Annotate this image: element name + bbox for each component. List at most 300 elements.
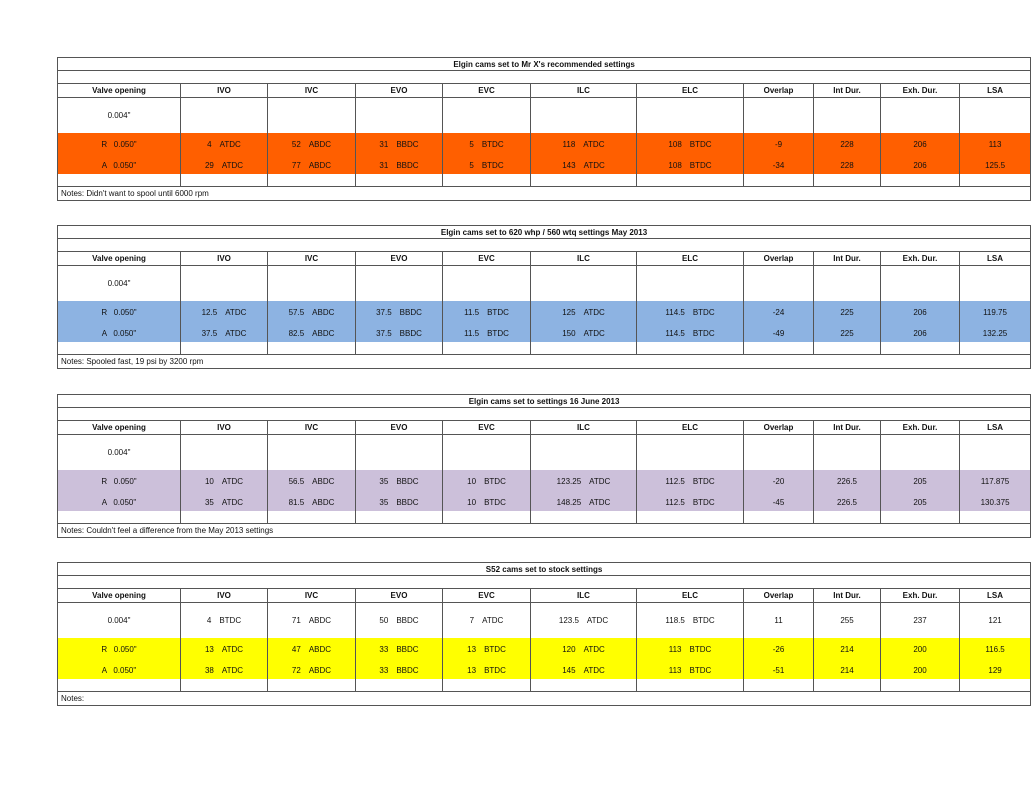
ilc-degrees: 150 [562,328,576,338]
ilc-reference: ATDC [583,140,605,149]
valve-opening-label: A 0.050" [58,324,181,342]
ivo-cell [181,301,268,324]
column-header: ELC [637,252,744,266]
column-header: EVC [443,589,531,603]
ivo-reference: ATDC [221,477,244,486]
lsa-cell: 132.25 [960,324,1031,342]
evo-reference: BBDC [399,328,422,338]
table-title: Elgin cams set to Mr X's recommended settings [58,58,1031,71]
ivc-cell [268,301,356,324]
exh-dur-cell [881,435,960,471]
ivo-degrees: 4 [207,140,212,149]
column-header: Valve opening [58,84,181,98]
exh-dur-cell: 205 [881,470,960,493]
int-dur-cell [814,266,881,302]
empty-cell [58,679,181,692]
column-header: Overlap [744,589,814,603]
evo-cell [356,470,443,493]
evo-reference: BBDC [396,665,419,675]
ivc-degrees: 82.5 [288,328,305,338]
ivc-reference: ABDC [308,140,332,149]
exh-dur-cell: 205 [881,493,960,511]
valve-opening-label: A 0.050" [58,493,181,511]
elc-degrees: 113 [668,665,682,675]
evo-cell [356,133,443,156]
lsa-cell: 116.5 [960,638,1031,661]
ilc-cell [531,156,637,174]
column-header-row [58,252,1031,266]
table-row [58,324,1031,342]
table-notes: Notes: [58,692,1031,706]
elc-degrees: 114.5 [665,308,685,317]
int-dur-cell: 225 [814,324,881,342]
ivc-cell [268,470,356,493]
lsa-cell: 125.5 [960,156,1031,174]
evo-reference: BBDC [396,140,419,149]
ivo-degrees: 29 [204,160,214,170]
column-header-row [58,421,1031,435]
ivc-cell [268,603,356,639]
column-header: Valve opening [58,421,181,435]
elc-degrees: 112.5 [665,477,685,486]
elc-cell [637,470,744,493]
evo-cell [356,266,443,302]
overlap-cell [744,435,814,471]
elc-reference: BTDC [689,665,712,675]
column-header: Overlap [744,84,814,98]
column-header: IVC [268,84,356,98]
ivc-degrees: 77 [291,160,301,170]
column-header: Exh. Dur. [881,589,960,603]
evo-degrees: 35 [379,497,389,507]
valve-opening-label: 0.004" [58,435,181,471]
ivo-reference: ATDC [221,160,244,170]
elc-cell [637,133,744,156]
column-header: Int Dur. [814,252,881,266]
evc-degrees: 13 [467,665,477,675]
table-row [58,301,1031,324]
column-header: IVO [181,252,268,266]
lsa-cell: 121 [960,603,1031,639]
evo-cell [356,661,443,679]
column-header: EVO [356,252,443,266]
ivo-degrees: 37.5 [201,328,218,338]
evc-degrees: 10 [467,477,477,486]
column-header: Valve opening [58,589,181,603]
overlap-cell: -51 [744,661,814,679]
ilc-cell [531,638,637,661]
column-header: LSA [960,589,1031,603]
valve-opening-label: R 0.050" [58,638,181,661]
table-row [58,435,1031,471]
ilc-reference: ATDC [583,160,605,170]
lsa-cell: 113 [960,133,1031,156]
elc-reference: BTDC [689,160,712,170]
evc-cell [443,638,531,661]
ivo-reference: ATDC [225,308,247,317]
elc-reference: BTDC [689,645,712,654]
elc-cell [637,156,744,174]
evc-cell [443,301,531,324]
table-notes: Notes: Didn't want to spool until 6000 rpm [58,187,1031,201]
spacer-row [58,408,1031,421]
evc-degrees: 5 [469,140,474,149]
column-header: EVC [443,84,531,98]
ivo-cell [181,266,268,302]
column-header: Int Dur. [814,589,881,603]
evo-degrees: 50 [379,616,389,625]
evo-degrees: 37.5 [376,328,392,338]
column-header: IVO [181,84,268,98]
int-dur-cell: 214 [814,638,881,661]
ilc-cell [531,324,637,342]
ivc-cell [268,661,356,679]
ilc-reference: ATDC [586,616,609,625]
overlap-cell: -9 [744,133,814,156]
ivo-degrees: 12.5 [201,308,218,317]
int-dur-cell [814,98,881,134]
overlap-cell: -26 [744,638,814,661]
evc-degrees: 7 [469,616,475,625]
lsa-cell [960,435,1031,471]
spacer-row [58,576,1031,589]
column-header: Exh. Dur. [881,421,960,435]
column-header: ILC [531,84,637,98]
int-dur-cell: 228 [814,133,881,156]
ivc-cell [268,638,356,661]
ilc-degrees: 120 [562,645,576,654]
column-header-row [58,84,1031,98]
exh-dur-cell: 237 [881,603,960,639]
ivc-cell [268,266,356,302]
evo-cell [356,435,443,471]
evo-cell [356,98,443,134]
int-dur-cell: 214 [814,661,881,679]
exh-dur-cell: 206 [881,156,960,174]
ivo-cell [181,324,268,342]
ivc-degrees: 71 [291,616,301,625]
evc-degrees: 13 [467,645,477,654]
cam-settings-table-4 [57,562,1031,706]
valve-opening-label: 0.004" [58,603,181,639]
evo-degrees: 31 [379,140,389,149]
ivc-reference: ABDC [312,308,335,317]
column-header: EVC [443,421,531,435]
evo-reference: BBDC [396,645,419,654]
column-header: Int Dur. [814,421,881,435]
ivc-reference: ABDC [308,645,332,654]
ivc-cell [268,133,356,156]
ilc-degrees: 125 [562,308,576,317]
column-header: EVO [356,589,443,603]
ilc-reference: ATDC [589,497,611,507]
ivc-reference: ABDC [308,160,332,170]
elc-degrees: 118.5 [665,616,685,625]
evc-cell [443,133,531,156]
table-title: Elgin cams set to 620 whp / 560 wtq settings May 2013 [58,226,1031,239]
ilc-cell [531,133,637,156]
empty-cell [58,174,181,187]
int-dur-cell: 226.5 [814,470,881,493]
ivo-reference: ATDC [221,497,244,507]
elc-reference: BTDC [689,140,712,149]
ilc-cell [531,435,637,471]
elc-reference: BTDC [692,308,715,317]
ivo-reference: ATDC [221,645,244,654]
ivo-degrees: 4 [206,616,212,625]
table-row [58,493,1031,511]
elc-cell [637,661,744,679]
ilc-cell [531,98,637,134]
elc-cell [637,301,744,324]
ivc-degrees: 56.5 [288,477,305,486]
column-header: IVO [181,421,268,435]
evc-cell [443,493,531,511]
evc-reference: ATDC [482,616,504,625]
ilc-degrees: 118 [562,140,576,149]
exh-dur-cell [881,266,960,302]
ivc-degrees: 57.5 [288,308,305,317]
column-header: ELC [637,421,744,435]
elc-cell [637,435,744,471]
evc-cell [443,156,531,174]
ivo-cell [181,603,268,639]
evo-degrees: 33 [379,665,389,675]
column-header: Exh. Dur. [881,252,960,266]
ivc-cell [268,324,356,342]
ivc-reference: ABDC [308,665,332,675]
overlap-cell: -20 [744,470,814,493]
ilc-reference: ATDC [583,645,605,654]
ivo-cell [181,661,268,679]
ivc-cell [268,156,356,174]
table-row [58,266,1031,302]
exh-dur-cell: 206 [881,133,960,156]
lsa-cell: 130.375 [960,493,1031,511]
valve-opening-label: R 0.050" [58,301,181,324]
elc-degrees: 112.5 [665,497,685,507]
overlap-cell: -45 [744,493,814,511]
empty-cell [58,342,181,355]
table-row [58,156,1031,174]
table-title: Elgin cams set to settings 16 June 2013 [58,395,1031,408]
spacer-row [58,71,1031,84]
valve-opening-label: R 0.050" [58,470,181,493]
evo-reference: BBDC [396,477,419,486]
elc-reference: BTDC [692,497,715,507]
evc-cell [443,661,531,679]
ivo-reference: ATDC [221,665,244,675]
evc-degrees: 11.5 [464,328,480,338]
exh-dur-cell: 200 [881,661,960,679]
exh-dur-cell: 206 [881,301,960,324]
evo-cell [356,301,443,324]
elc-cell [637,324,744,342]
valve-opening-label: 0.004" [58,98,181,134]
ilc-cell [531,266,637,302]
lsa-cell: 117.875 [960,470,1031,493]
evo-cell [356,603,443,639]
overlap-cell: -24 [744,301,814,324]
evo-degrees: 35 [379,477,389,486]
evc-degrees: 10 [467,497,477,507]
table-title: S52 cams set to stock settings [58,563,1031,576]
ivc-reference: ABDC [312,497,335,507]
evo-degrees: 37.5 [376,308,392,317]
valve-opening-label: A 0.050" [58,661,181,679]
evc-degrees: 5 [469,160,474,170]
ivc-degrees: 81.5 [288,497,305,507]
evc-reference: BTDC [481,160,504,170]
table-row [58,470,1031,493]
ilc-cell [531,603,637,639]
column-header: ELC [637,84,744,98]
column-header-row [58,589,1031,603]
lsa-cell: 129 [960,661,1031,679]
elc-degrees: 108 [668,140,682,149]
column-header: Exh. Dur. [881,84,960,98]
column-header: EVO [356,84,443,98]
ivo-degrees: 13 [204,645,214,654]
evc-reference: BTDC [484,497,506,507]
column-header: ILC [531,589,637,603]
ivc-reference: ABDC [308,616,332,625]
column-header: LSA [960,84,1031,98]
int-dur-cell: 226.5 [814,493,881,511]
cam-settings-table-3 [57,394,1031,538]
ivc-cell [268,98,356,134]
elc-reference: BTDC [692,328,715,338]
overlap-cell: -34 [744,156,814,174]
evc-cell [443,603,531,639]
evo-degrees: 31 [379,160,389,170]
ivo-degrees: 38 [204,665,214,675]
evo-cell [356,156,443,174]
evc-reference: BTDC [484,645,506,654]
overlap-cell [744,266,814,302]
exh-dur-cell: 200 [881,638,960,661]
lsa-cell [960,98,1031,134]
column-header: Valve opening [58,252,181,266]
column-header: ILC [531,421,637,435]
ivc-degrees: 72 [291,665,301,675]
table-row [58,661,1031,679]
table-row [58,98,1031,134]
ivc-reference: ABDC [312,477,335,486]
elc-degrees: 114.5 [665,328,685,338]
ivo-reference: BTDC [219,616,242,625]
evo-cell [356,493,443,511]
ilc-degrees: 143 [562,160,576,170]
column-header: IVC [268,252,356,266]
empty-cell [58,511,181,524]
column-header: IVO [181,589,268,603]
column-header: Int Dur. [814,84,881,98]
evc-degrees: 11.5 [464,308,480,317]
column-header: EVC [443,252,531,266]
column-header: IVC [268,421,356,435]
column-header: ELC [637,589,744,603]
elc-degrees: 108 [668,160,682,170]
ilc-reference: ATDC [583,308,605,317]
ivo-reference: ATDC [219,140,241,149]
int-dur-cell [814,435,881,471]
evc-reference: BTDC [481,140,504,149]
ivo-cell [181,435,268,471]
ivo-reference: ATDC [225,328,247,338]
evc-reference: BTDC [487,328,509,338]
cam-settings-table-2 [57,225,1031,369]
evc-cell [443,266,531,302]
column-header: EVO [356,421,443,435]
exh-dur-cell: 206 [881,324,960,342]
int-dur-cell: 228 [814,156,881,174]
elc-cell [637,638,744,661]
ilc-cell [531,493,637,511]
elc-reference: BTDC [692,616,715,625]
table-row [58,603,1031,639]
column-header: IVC [268,589,356,603]
ilc-reference: ATDC [583,665,605,675]
ivc-degrees: 47 [291,645,301,654]
table-row [58,133,1031,156]
ilc-degrees: 123.5 [558,616,579,625]
elc-cell [637,98,744,134]
ivo-cell [181,156,268,174]
valve-opening-label: A 0.050" [58,156,181,174]
evc-reference: BTDC [484,665,506,675]
ilc-reference: ATDC [583,328,605,338]
lsa-cell [960,266,1031,302]
elc-cell [637,266,744,302]
ilc-reference: ATDC [589,477,611,486]
evc-cell [443,435,531,471]
elc-cell [637,493,744,511]
ivo-cell [181,133,268,156]
ivc-cell [268,493,356,511]
int-dur-cell: 255 [814,603,881,639]
evo-reference: BBDC [396,616,419,625]
column-header: Overlap [744,421,814,435]
spacer-row [58,239,1031,252]
ivc-degrees: 52 [291,140,301,149]
int-dur-cell: 225 [814,301,881,324]
ilc-degrees: 123.25 [556,477,582,486]
evo-cell [356,638,443,661]
ilc-cell [531,470,637,493]
column-header: ILC [531,252,637,266]
ivo-degrees: 35 [204,497,214,507]
ivo-cell [181,98,268,134]
table-row [58,638,1031,661]
lsa-cell: 119.75 [960,301,1031,324]
valve-opening-label: 0.004" [58,266,181,302]
evc-cell [443,324,531,342]
table-notes: Notes: Spooled fast, 19 psi by 3200 rpm [58,355,1031,369]
evo-reference: BBDC [399,308,422,317]
ilc-cell [531,661,637,679]
column-header: LSA [960,252,1031,266]
evc-cell [443,98,531,134]
elc-reference: BTDC [692,477,715,486]
table-notes: Notes: Couldn't feel a difference from the May 2013 settings [58,524,1031,538]
evc-cell [443,470,531,493]
column-header: LSA [960,421,1031,435]
evo-cell [356,324,443,342]
exh-dur-cell [881,98,960,134]
elc-cell [637,603,744,639]
ivo-cell [181,470,268,493]
